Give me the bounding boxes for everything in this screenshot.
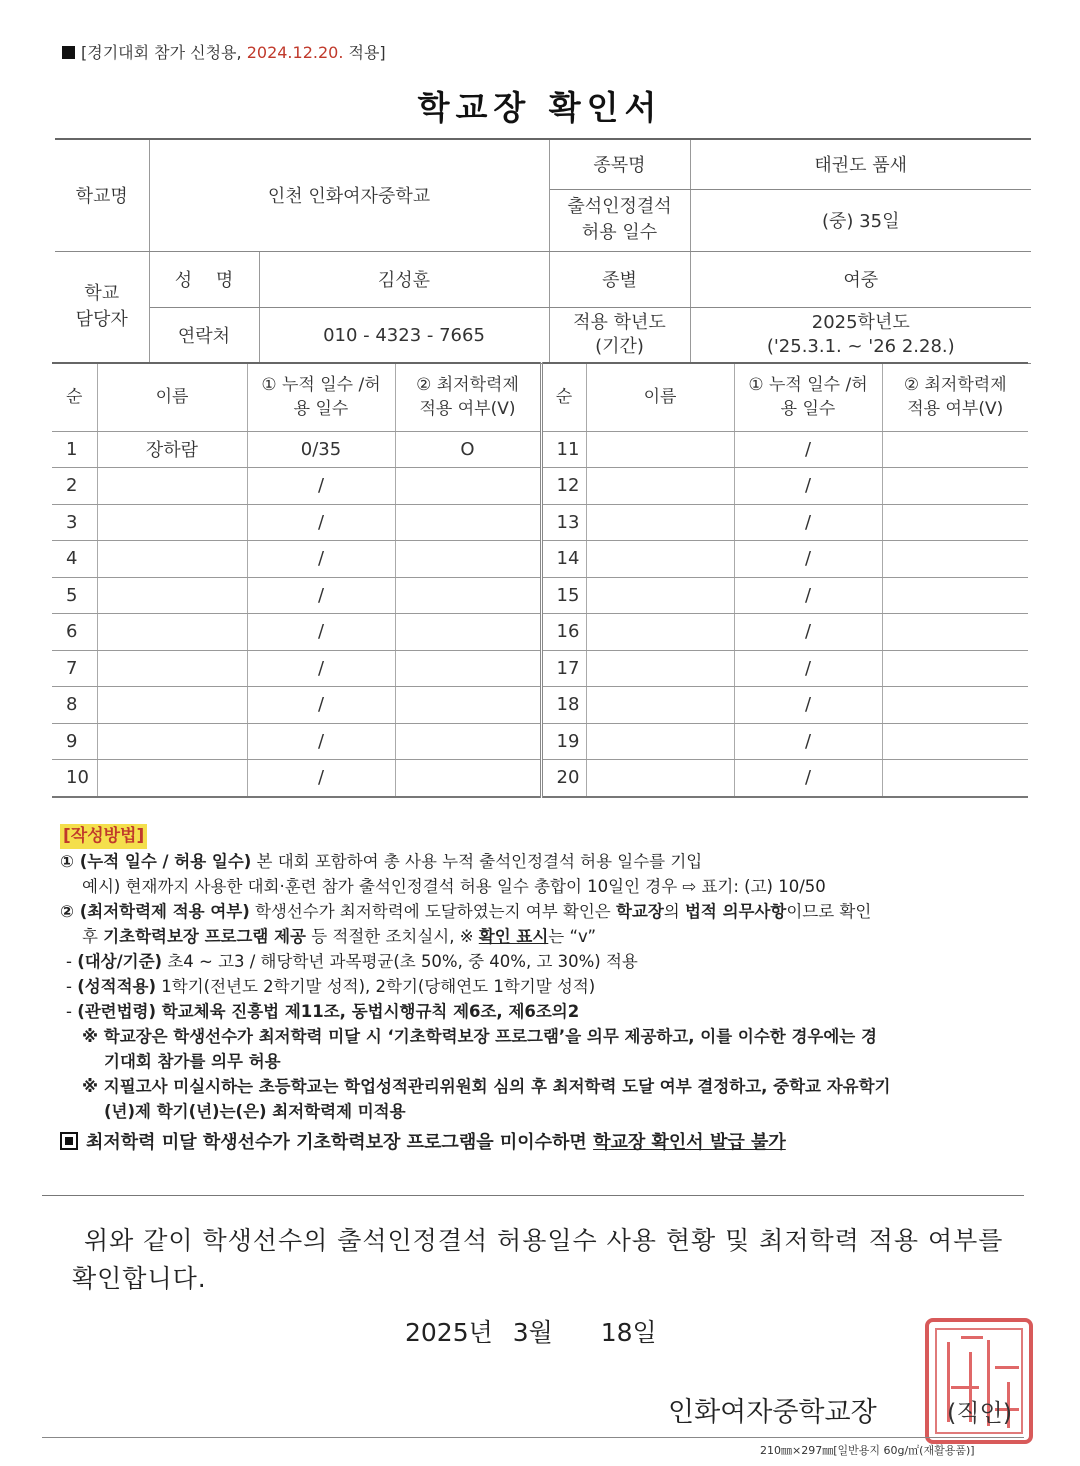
row-min-right [882, 723, 1028, 760]
row-name [97, 468, 247, 505]
year-cell [690, 307, 1031, 363]
document-title: 학교장 확인서 [417, 88, 663, 127]
row-days: / [247, 687, 395, 724]
row-min [395, 650, 541, 687]
row-min [395, 760, 541, 797]
row-min-right [882, 468, 1028, 505]
row-name-right [586, 760, 734, 797]
row-days: / [247, 468, 395, 505]
row-name [97, 760, 247, 797]
name-label: 성 명 [149, 251, 259, 307]
confirmation-statement: 위와 같이 학생선수의 출석인정결석 허용일수 사용 현황 및 최저학력 적용 여부를 확인합니다. [72, 1226, 1004, 1293]
square-bullet-icon [62, 46, 75, 59]
table-row [52, 614, 1028, 651]
row-no: 3 [52, 504, 97, 541]
col-no-right: 순 [541, 363, 586, 431]
row-days-right: / [734, 431, 882, 468]
row-no-right: 11 [541, 431, 586, 468]
row-no-right: 16 [541, 614, 586, 651]
row-no-right: 12 [541, 468, 586, 505]
final-warning: 최저학력 미달 학생선수가 기초학력보장 프로그램을 미이수하면 학교장 확인서 발급 불가 [60, 1130, 1030, 1155]
row-no: 1 [52, 431, 97, 468]
year-value: 2025학년도 [811, 312, 910, 333]
issue-date: 2025년 3월 18일 [405, 1318, 657, 1347]
contact-value: 010 - 4323 - 7665 [259, 307, 549, 363]
effective-date: 2024.12.20. [246, 43, 344, 62]
row-name-right [586, 504, 734, 541]
row-name-right [586, 577, 734, 614]
row-name [97, 614, 247, 651]
row-days-right: / [734, 687, 882, 724]
row-no-right: 15 [541, 577, 586, 614]
row-no: 8 [52, 687, 97, 724]
event-value: 태권도 품새 [690, 139, 1031, 189]
row-min-right [882, 760, 1028, 797]
checkbox-bullet-icon [60, 1132, 78, 1150]
row-min [395, 614, 541, 651]
row-name-right [586, 468, 734, 505]
name-value: 김성훈 [259, 251, 549, 307]
school-info-table [55, 138, 1031, 364]
absence-label: 출석인정결석 허용 일수 [549, 189, 690, 251]
row-name-right [586, 687, 734, 724]
category-label: 종별 [549, 251, 690, 307]
principal-signature: 인화여자중학교장 [668, 1397, 877, 1428]
row-days: / [247, 504, 395, 541]
table-row [52, 687, 1028, 724]
row-no: 6 [52, 614, 97, 651]
row-days-right: / [734, 541, 882, 578]
row-name [97, 687, 247, 724]
col-name-right: 이름 [586, 363, 734, 431]
paper-spec: 210㎜×297㎜[일반용지 60g/㎡(재활용품)] [760, 1444, 975, 1457]
row-days-right: / [734, 723, 882, 760]
row-name: 장하람 [97, 431, 247, 468]
col-min: ② 최저학력제 적용 여부(V) [395, 363, 541, 431]
school-value: 인천 인화여자중학교 [149, 139, 549, 251]
row-min [395, 504, 541, 541]
row-name-right [586, 723, 734, 760]
col-name: 이름 [97, 363, 247, 431]
contact-label: 연락처 [149, 307, 259, 363]
row-no-right: 19 [541, 723, 586, 760]
table-row [52, 650, 1028, 687]
col-days-right: ① 누적 일수 /허 용 일수 [734, 363, 882, 431]
col-days: ① 누적 일수 /허 용 일수 [247, 363, 395, 431]
row-name [97, 504, 247, 541]
row-name [97, 650, 247, 687]
row-name [97, 577, 247, 614]
col-min-right: ② 최저학력제 적용 여부(V) [882, 363, 1028, 431]
row-no: 10 [52, 760, 97, 797]
table-row [52, 723, 1028, 760]
row-min [395, 541, 541, 578]
bottom-divider [42, 1437, 1024, 1438]
row-min-right [882, 650, 1028, 687]
row-days-right: / [734, 577, 882, 614]
instructions: [작성방법] ① (누적 일수 / 허용 일수) 본 대회 포함하여 총 사용 누적 출석인정결석 허용 일수를 기입 예시) 현재까지 사용한 대회·훈련 참가 출석인정결석 허용 일수 총합이 10일인 경우 ⇨ 표기: (고) 10/50 ② (최저학력제 적용 여부) 학생선수가 최저학력에 도달하였는지 여부 확인은 학교장의 법적 의무사항이므로 확인 후 기초학력보장 프로그램 제공 등 적절한 조치실시, ※ 확인 표시는 “v” - (대상/기준) 초4 ~ 고3 / 해당학년 과목평균(초 50%, 중 40%, 고 30%) 적용 - (성적적용) 1학기(전년도 2학기말 성적), 2학기(당해연도 1학기말 성적) - (관련법령) 학교체육 진흥법 제11조, 동법시행규칙 제6조, 제6조의2 ※ 학교장은 학생선수가 최저학력 미달 시 ‘기초학력보장 프로그램’을 의무 제공하고, 이를 이수한 경우에는 경 기대회 참가를 의무 허용 ※ 지필고사 미실시하는 초등학교는 학업성적관리위원회 심의 후 최저학력 도달 여부 결정하고, 중학교 자유학기 (년)제 학기(년)는(은) 최저학력제 미적용 최저학력 미달 학생선수가 기초학력보장 프로그램을 미이수하면 학교장 확인서 발급 불가 [60, 823, 1030, 1155]
row-min-right [882, 687, 1028, 724]
row-no-right: 13 [541, 504, 586, 541]
table-row [52, 431, 1028, 468]
row-days-right: / [734, 614, 882, 651]
row-min-right [882, 504, 1028, 541]
row-days: / [247, 650, 395, 687]
form-usage-header: [경기대회 참가 신청용, 2024.12.20. 적용] [62, 40, 386, 63]
row-min-right [882, 577, 1028, 614]
student-table [52, 362, 1028, 798]
row-no-right: 17 [541, 650, 586, 687]
table-row [52, 577, 1028, 614]
row-no-right: 18 [541, 687, 586, 724]
year-label: 적용 학년도 (기간) [549, 307, 690, 363]
row-no-right: 14 [541, 541, 586, 578]
row-days: 0/35 [247, 431, 395, 468]
row-name-right [586, 614, 734, 651]
row-days-right: / [734, 504, 882, 541]
row-name-right [586, 650, 734, 687]
row-days-right: / [734, 650, 882, 687]
row-days-right: / [734, 760, 882, 797]
row-name [97, 723, 247, 760]
seal-label: (직인) [947, 1399, 1013, 1427]
row-no: 5 [52, 577, 97, 614]
row-no: 7 [52, 650, 97, 687]
year-period: ('25.3.1. ~ '26 2.28.) [766, 336, 955, 357]
row-min-right [882, 541, 1028, 578]
row-no-right: 20 [541, 760, 586, 797]
instructions-label: [작성방법] [60, 824, 147, 849]
absence-value: (중) 35일 [690, 189, 1031, 251]
table-row [52, 504, 1028, 541]
row-days-right: / [734, 468, 882, 505]
manager-label: 학교 담당자 [55, 251, 149, 363]
row-no: 4 [52, 541, 97, 578]
row-min-right [882, 431, 1028, 468]
table-row [52, 541, 1028, 578]
row-name-right [586, 431, 734, 468]
row-min [395, 687, 541, 724]
row-days: / [247, 723, 395, 760]
category-value: 여중 [690, 251, 1031, 307]
divider [42, 1195, 1024, 1196]
row-days: / [247, 760, 395, 797]
row-min [395, 723, 541, 760]
table-row [52, 468, 1028, 505]
row-name-right [586, 541, 734, 578]
table-row [52, 760, 1028, 797]
row-min: O [395, 431, 541, 468]
row-min-right [882, 614, 1028, 651]
row-min [395, 468, 541, 505]
row-days: / [247, 614, 395, 651]
row-days: / [247, 541, 395, 578]
event-label: 종목명 [549, 139, 690, 189]
row-min [395, 577, 541, 614]
row-days: / [247, 577, 395, 614]
row-no: 2 [52, 468, 97, 505]
row-no: 9 [52, 723, 97, 760]
row-name [97, 541, 247, 578]
col-no: 순 [52, 363, 97, 431]
school-label: 학교명 [55, 139, 149, 251]
